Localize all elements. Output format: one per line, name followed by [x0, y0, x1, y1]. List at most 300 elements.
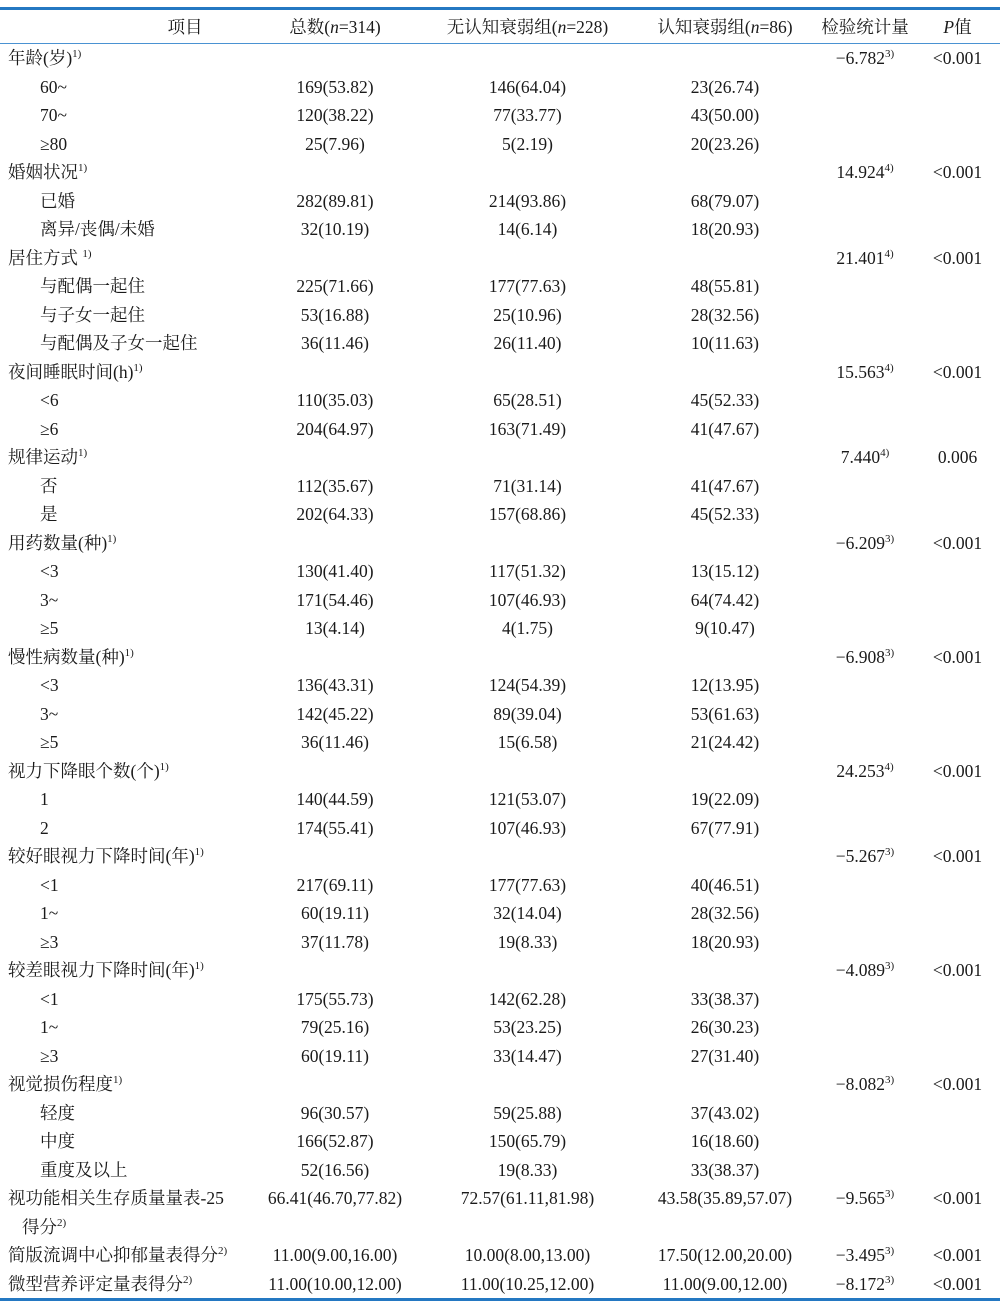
column-header-text: 无认知衰弱组(: [446, 17, 558, 37]
test-statistic-value: −8.172: [835, 1273, 886, 1294]
row-label-superscript: 1): [194, 846, 204, 859]
table-row: [0, 1184, 1000, 1241]
row-label: ≥80: [40, 133, 68, 154]
row-label: 婚姻状况: [8, 162, 78, 182]
p-value-cell: [915, 500, 1000, 529]
row-label: 重度及以上: [40, 1159, 128, 1180]
test-statistic-cell: [815, 415, 915, 444]
row-label: 70~: [40, 105, 67, 125]
test-statistic-superscript: 4): [884, 760, 894, 773]
table-row: [0, 73, 1000, 102]
no-frailty-group-value-cell: [420, 1070, 635, 1099]
total-value-cell: 32(10.19): [300, 219, 370, 239]
row-label: 规律运动: [8, 447, 78, 467]
table-row: [0, 244, 1000, 273]
test-statistic-cell: [815, 215, 915, 244]
row-label-cell: [0, 643, 250, 672]
frailty-group-value-cell: 37(43.02): [690, 1102, 760, 1123]
frailty-group-value-cell: [635, 1070, 815, 1099]
row-label-superscript: 1): [72, 48, 82, 61]
table-row: [0, 614, 1000, 643]
table-row: [0, 557, 1000, 586]
test-statistic-cell: [815, 814, 915, 843]
row-label: 1~: [40, 1017, 59, 1037]
row-label: 2: [40, 817, 49, 838]
total-value-cell: 60(19.11): [301, 903, 369, 923]
table-row: [0, 643, 1000, 672]
no-frailty-group-value-cell: 163(71.49): [488, 418, 567, 439]
p-value-cell: <0.001: [932, 960, 983, 980]
no-frailty-group-value-cell: 19(8.33): [497, 1159, 558, 1180]
test-statistic-cell: [815, 1099, 915, 1128]
row-label-cell: [0, 301, 250, 330]
frailty-group-value-cell: 18(20.93): [690, 931, 760, 952]
table-row: [0, 1127, 1000, 1156]
total-value-cell: 136(43.31): [296, 675, 374, 695]
no-frailty-group-value-cell: 71(31.14): [493, 475, 562, 496]
p-value-cell: [915, 1156, 1000, 1185]
table-row: [0, 956, 1000, 985]
table-row: [0, 1070, 1000, 1099]
frailty-group-value-cell: 18(20.93): [690, 219, 760, 239]
table-row: [0, 700, 1000, 729]
table-row: [0, 871, 1000, 900]
frailty-group-value-cell: [635, 44, 815, 73]
test-statistic-value: −3.495: [835, 1245, 886, 1265]
frailty-group-value-cell: [635, 158, 815, 187]
test-statistic-superscript: 4): [884, 162, 894, 175]
table-row: [0, 158, 1000, 187]
row-label: 1~: [40, 903, 59, 923]
row-label-cell: [0, 472, 250, 501]
row-label-cell: [0, 871, 250, 900]
total-value-cell: [250, 529, 420, 558]
p-value-cell: [915, 73, 1000, 102]
row-label: 简版流调中心抑郁量表得分: [8, 1245, 218, 1265]
row-label: 视力下降眼个数(个): [8, 760, 160, 781]
total-value-cell: 175(55.73): [296, 988, 374, 1009]
test-statistic-superscript: 4): [880, 447, 890, 460]
total-value-cell: 37(11.78): [301, 931, 369, 952]
no-frailty-group-value-cell: 124(54.39): [488, 675, 567, 695]
test-statistic-cell: [815, 329, 915, 358]
test-statistic-cell: [815, 244, 915, 273]
row-label-superscript: 1): [82, 247, 92, 260]
test-statistic-cell: [815, 472, 915, 501]
row-label-cell: [0, 1184, 250, 1241]
total-value-cell: [250, 956, 420, 985]
table-row: [0, 301, 1000, 330]
row-label-superscript: 1): [78, 162, 88, 175]
row-label-cell: [0, 158, 250, 187]
row-label-cell: [0, 386, 250, 415]
frailty-group-value-cell: 9(10.47): [695, 618, 755, 638]
row-label: ≥6: [40, 418, 59, 439]
column-header-text: 项目: [167, 17, 203, 37]
total-value-cell: 25(7.96): [305, 133, 365, 154]
test-statistic-superscript: 3): [885, 532, 895, 545]
total-value-cell: 202(64.33): [296, 504, 374, 524]
row-label-superscript: 1): [78, 447, 88, 460]
test-statistic-cell: [815, 785, 915, 814]
test-statistic-value: −4.089: [835, 960, 886, 980]
no-frailty-group-value-cell: [420, 529, 635, 558]
test-statistic-value: −9.565: [835, 1188, 886, 1208]
row-label-superscript: 1): [124, 646, 134, 659]
row-label-cell: [0, 244, 250, 273]
test-statistic-cell: [815, 700, 915, 729]
table-row: [0, 529, 1000, 558]
p-value-cell: [915, 899, 1000, 928]
p-value-cell: [915, 301, 1000, 330]
table-row: [0, 1156, 1000, 1185]
no-frailty-group-value-cell: 65(28.51): [493, 390, 562, 410]
frailty-group-value-cell: 28(32.56): [690, 304, 760, 325]
frailty-group-value-cell: 40(46.51): [690, 874, 760, 895]
frailty-group-value-cell: 10(11.63): [691, 333, 759, 353]
row-label: 与配偶及子女一起住: [40, 333, 198, 353]
total-value-cell: [250, 244, 420, 273]
row-label: 年龄(岁): [8, 48, 73, 68]
row-label: 视觉损伤程度: [8, 1074, 113, 1094]
row-label-cell: [0, 700, 250, 729]
p-value-cell: [915, 700, 1000, 729]
test-statistic-cell: [815, 842, 915, 871]
row-label-cell: [0, 842, 250, 871]
table-row: [0, 44, 1000, 73]
no-frailty-group-value-cell: 157(68.86): [488, 504, 567, 524]
no-frailty-group-value-cell: 89(39.04): [493, 703, 562, 724]
p-value-cell: [915, 215, 1000, 244]
row-label-cell: [0, 586, 250, 615]
row-label: 3~: [40, 703, 59, 724]
table-row: [0, 1013, 1000, 1042]
test-statistic-cell: [815, 1241, 915, 1270]
no-frailty-group-value-cell: 177(77.63): [488, 874, 567, 895]
test-statistic-cell: [815, 130, 915, 159]
row-label: 夜间睡眠时间(h): [8, 361, 134, 382]
row-label-cell: [0, 529, 250, 558]
table-row: [0, 358, 1000, 387]
test-statistic-cell: [815, 500, 915, 529]
test-statistic-cell: [815, 757, 915, 786]
row-label-cell: [0, 500, 250, 529]
test-statistic-cell: [815, 529, 915, 558]
p-value-cell: [915, 130, 1000, 159]
test-statistic-cell: [815, 1042, 915, 1071]
table-row: [0, 443, 1000, 472]
p-value-cell: [915, 272, 1000, 301]
table-row: [0, 842, 1000, 871]
test-statistic-value: 15.563: [836, 361, 885, 382]
test-statistic-cell: [815, 586, 915, 615]
test-statistic-cell: [815, 1184, 915, 1241]
row-label-superscript: 1): [107, 532, 117, 545]
test-statistic-cell: [815, 643, 915, 672]
row-label: 中度: [40, 1131, 75, 1151]
test-statistic-cell: [815, 301, 915, 330]
no-frailty-group-value-cell: [420, 158, 635, 187]
test-statistic-superscript: 3): [885, 646, 895, 659]
row-label: <3: [40, 675, 59, 695]
no-frailty-group-value-cell: 11.00(10.25,12.00): [460, 1273, 595, 1294]
row-label-cell: [0, 956, 250, 985]
no-frailty-group-value-cell: [420, 358, 635, 387]
row-label-cell: [0, 1042, 250, 1071]
frailty-group-value-cell: 41(47.67): [690, 418, 760, 439]
frailty-group-value-cell: 33(38.37): [690, 988, 760, 1009]
row-label-cell: [0, 272, 250, 301]
row-label: 与子女一起住: [40, 304, 145, 325]
table-row: [0, 1270, 1000, 1300]
p-value-cell: [915, 557, 1000, 586]
p-value-cell: 0.006: [937, 447, 978, 467]
total-value-cell: 60(19.11): [301, 1045, 369, 1066]
frailty-group-value-cell: [635, 443, 815, 472]
test-statistic-cell: [815, 272, 915, 301]
column-header-text: n: [557, 17, 567, 37]
total-value-cell: 166(52.87): [296, 1131, 374, 1151]
no-frailty-group-value-cell: 25(10.96): [493, 304, 562, 325]
test-statistic-value: −6.209: [835, 532, 886, 553]
row-label-cell: [0, 215, 250, 244]
frailty-group-value-cell: 20(23.26): [690, 133, 760, 154]
row-label: ≥3: [40, 931, 59, 952]
frailty-group-value-cell: [635, 643, 815, 672]
test-statistic-cell: [815, 73, 915, 102]
no-frailty-group-value-cell: [420, 44, 635, 73]
frailty-group-value-cell: 45(52.33): [690, 504, 760, 524]
frailty-group-value-cell: 23(26.74): [690, 76, 760, 97]
no-frailty-group-value-cell: 19(8.33): [497, 931, 558, 952]
p-value-cell: <0.001: [932, 532, 983, 553]
frailty-group-value-cell: 13(15.12): [690, 561, 760, 581]
column-header-text: 检验统计量: [821, 17, 909, 37]
test-statistic-cell: [815, 1270, 915, 1300]
column-header: [250, 9, 420, 44]
frailty-group-value-cell: 53(61.63): [690, 703, 760, 724]
no-frailty-group-value-cell: [420, 443, 635, 472]
table-row: [0, 272, 1000, 301]
row-label: 较好眼视力下降时间(年): [8, 846, 195, 866]
p-value-cell: [915, 614, 1000, 643]
test-statistic-value: 14.924: [836, 162, 885, 182]
row-label: ≥3: [40, 1045, 59, 1066]
p-value-cell: <0.001: [932, 1245, 983, 1265]
frailty-group-value-cell: [635, 956, 815, 985]
row-label: 用药数量(种): [8, 532, 108, 553]
test-statistic-cell: [815, 871, 915, 900]
test-statistic-superscript: 3): [885, 1074, 895, 1087]
test-statistic-cell: [815, 358, 915, 387]
row-label-cell: [0, 358, 250, 387]
row-label-cell: [0, 44, 250, 73]
column-header-text: =314): [338, 17, 381, 37]
p-value-cell: [915, 101, 1000, 130]
row-label-cell: [0, 1241, 250, 1270]
test-statistic-superscript: 3): [885, 846, 895, 859]
row-label-superscript: 1): [159, 760, 169, 773]
table-row: [0, 329, 1000, 358]
row-label: 居住方式: [8, 247, 83, 268]
p-value-cell: <0.001: [932, 1273, 983, 1294]
total-value-cell: 36(11.46): [301, 732, 369, 752]
frailty-group-value-cell: [635, 757, 815, 786]
row-label-superscript: 2): [218, 1245, 228, 1258]
test-statistic-cell: [815, 1156, 915, 1185]
frailty-group-value-cell: 11.00(9.00,12.00): [662, 1273, 788, 1294]
frailty-group-value-cell: 26(30.23): [690, 1017, 760, 1037]
row-label: 已婚: [40, 190, 75, 211]
total-value-cell: 11.00(9.00,16.00): [272, 1245, 398, 1265]
row-label-cell: [0, 1270, 250, 1300]
no-frailty-group-value-cell: 32(14.04): [493, 903, 562, 923]
test-statistic-cell: [815, 557, 915, 586]
column-header-text: =86): [759, 17, 793, 37]
p-value-cell: [915, 586, 1000, 615]
p-value-cell: <0.001: [932, 247, 983, 268]
frailty-group-value-cell: [635, 244, 815, 273]
row-label-superscript: 1): [133, 361, 143, 374]
row-label: 较差眼视力下降时间(年): [8, 960, 195, 980]
total-value-cell: 110(35.03): [296, 390, 374, 410]
frailty-group-value-cell: [635, 358, 815, 387]
table-row: [0, 728, 1000, 757]
total-value-cell: [250, 1070, 420, 1099]
p-value-cell: [915, 1127, 1000, 1156]
p-value-cell: [915, 728, 1000, 757]
p-value-cell: [915, 985, 1000, 1014]
row-label: 微型营养评定量表得分: [8, 1273, 183, 1294]
p-value-cell: [915, 1042, 1000, 1071]
frailty-group-value-cell: 16(18.60): [690, 1131, 760, 1151]
frailty-group-value-cell: 19(22.09): [690, 789, 760, 809]
test-statistic-value: 21.401: [836, 247, 885, 268]
p-value-cell: <0.001: [932, 1188, 983, 1208]
no-frailty-group-value-cell: 146(64.04): [488, 76, 567, 97]
column-header: [420, 9, 635, 44]
test-statistic-cell: [815, 928, 915, 957]
table-row: [0, 1042, 1000, 1071]
test-statistic-superscript: 3): [885, 1245, 895, 1258]
total-value-cell: [250, 757, 420, 786]
row-label-cell: [0, 101, 250, 130]
no-frailty-group-value-cell: 5(2.19): [501, 133, 554, 154]
p-value-cell: <0.001: [932, 646, 983, 667]
row-label-line2-text: 得分: [22, 1216, 57, 1237]
table-row: [0, 785, 1000, 814]
row-label-cell: [0, 329, 250, 358]
table-row: [0, 814, 1000, 843]
frailty-group-value-cell: 48(55.81): [690, 276, 760, 296]
table-row: [0, 985, 1000, 1014]
total-value-cell: 11.00(10.00,12.00): [268, 1273, 402, 1294]
row-label: ≥5: [40, 732, 59, 752]
frailty-group-value-cell: 68(79.07): [690, 190, 760, 211]
no-frailty-group-value-cell: 10.00(8.00,13.00): [464, 1245, 591, 1265]
test-statistic-cell: [815, 614, 915, 643]
row-label-cell: [0, 814, 250, 843]
table-header: [0, 9, 1000, 44]
row-label-cell: [0, 728, 250, 757]
row-label: <1: [40, 874, 59, 895]
total-value-cell: 204(64.97): [296, 418, 374, 439]
test-statistic-value: −6.908: [835, 646, 886, 667]
p-value-cell: [915, 415, 1000, 444]
row-label-cell: [0, 1013, 250, 1042]
test-statistic-cell: [815, 44, 915, 73]
p-value-cell: [915, 1013, 1000, 1042]
test-statistic-superscript: 3): [885, 960, 895, 973]
row-label-cell: [0, 1070, 250, 1099]
row-label-superscript: 1): [194, 960, 204, 973]
baseline-characteristics-table: [0, 7, 1000, 1301]
row-label-cell: [0, 415, 250, 444]
frailty-group-value-cell: 27(31.40): [690, 1045, 760, 1066]
test-statistic-value: 7.440: [840, 447, 881, 467]
total-value-cell: 112(35.67): [296, 475, 374, 496]
test-statistic-cell: [815, 187, 915, 216]
test-statistic-superscript: 4): [884, 361, 894, 374]
test-statistic-cell: [815, 386, 915, 415]
row-label: 离异/丧偶/未婚: [40, 219, 155, 239]
row-label-line2-superscript: 2): [57, 1216, 67, 1229]
p-value-cell: [915, 785, 1000, 814]
no-frailty-group-value-cell: 107(46.93): [488, 589, 567, 610]
table-row: [0, 899, 1000, 928]
table-row: [0, 130, 1000, 159]
test-statistic-value: −5.267: [835, 846, 886, 866]
header-row: [0, 9, 1000, 44]
no-frailty-group-value-cell: 59(25.88): [493, 1102, 562, 1123]
column-header-text: =228): [566, 17, 609, 37]
total-value-cell: 120(38.22): [296, 105, 374, 125]
frailty-group-value-cell: 43.58(35.89,57.07): [657, 1188, 793, 1208]
total-value-cell: 96(30.57): [300, 1102, 370, 1123]
row-label-line2: [8, 1213, 250, 1242]
total-value-cell: 282(89.81): [296, 190, 374, 211]
table-row: [0, 671, 1000, 700]
total-value-cell: 225(71.66): [296, 276, 374, 296]
test-statistic-cell: [815, 158, 915, 187]
p-value-cell: [915, 871, 1000, 900]
no-frailty-group-value-cell: 150(65.79): [488, 1131, 567, 1151]
total-value-cell: 36(11.46): [301, 333, 369, 353]
test-statistic-superscript: 3): [885, 1273, 895, 1286]
p-value-cell: <0.001: [932, 1074, 983, 1094]
total-value-cell: [250, 44, 420, 73]
frailty-group-value-cell: 28(32.56): [690, 903, 760, 923]
no-frailty-group-value-cell: [420, 643, 635, 672]
no-frailty-group-value-cell: 107(46.93): [488, 817, 567, 838]
row-label: 是: [40, 504, 58, 524]
row-label-cell: [0, 785, 250, 814]
column-header: [915, 9, 1000, 44]
no-frailty-group-value-cell: [420, 842, 635, 871]
no-frailty-group-value-cell: 14(6.14): [497, 219, 558, 239]
test-statistic-cell: [815, 985, 915, 1014]
no-frailty-group-value-cell: [420, 757, 635, 786]
row-label-cell: [0, 73, 250, 102]
row-label: 与配偶一起住: [40, 276, 145, 296]
p-value-cell: [915, 928, 1000, 957]
test-statistic-cell: [815, 899, 915, 928]
p-value-cell: <0.001: [932, 760, 983, 781]
no-frailty-group-value-cell: 33(14.47): [493, 1045, 562, 1066]
total-value-cell: 217(69.11): [296, 874, 374, 895]
column-header-text: 值: [954, 17, 972, 37]
column-header-text: n: [750, 17, 760, 37]
